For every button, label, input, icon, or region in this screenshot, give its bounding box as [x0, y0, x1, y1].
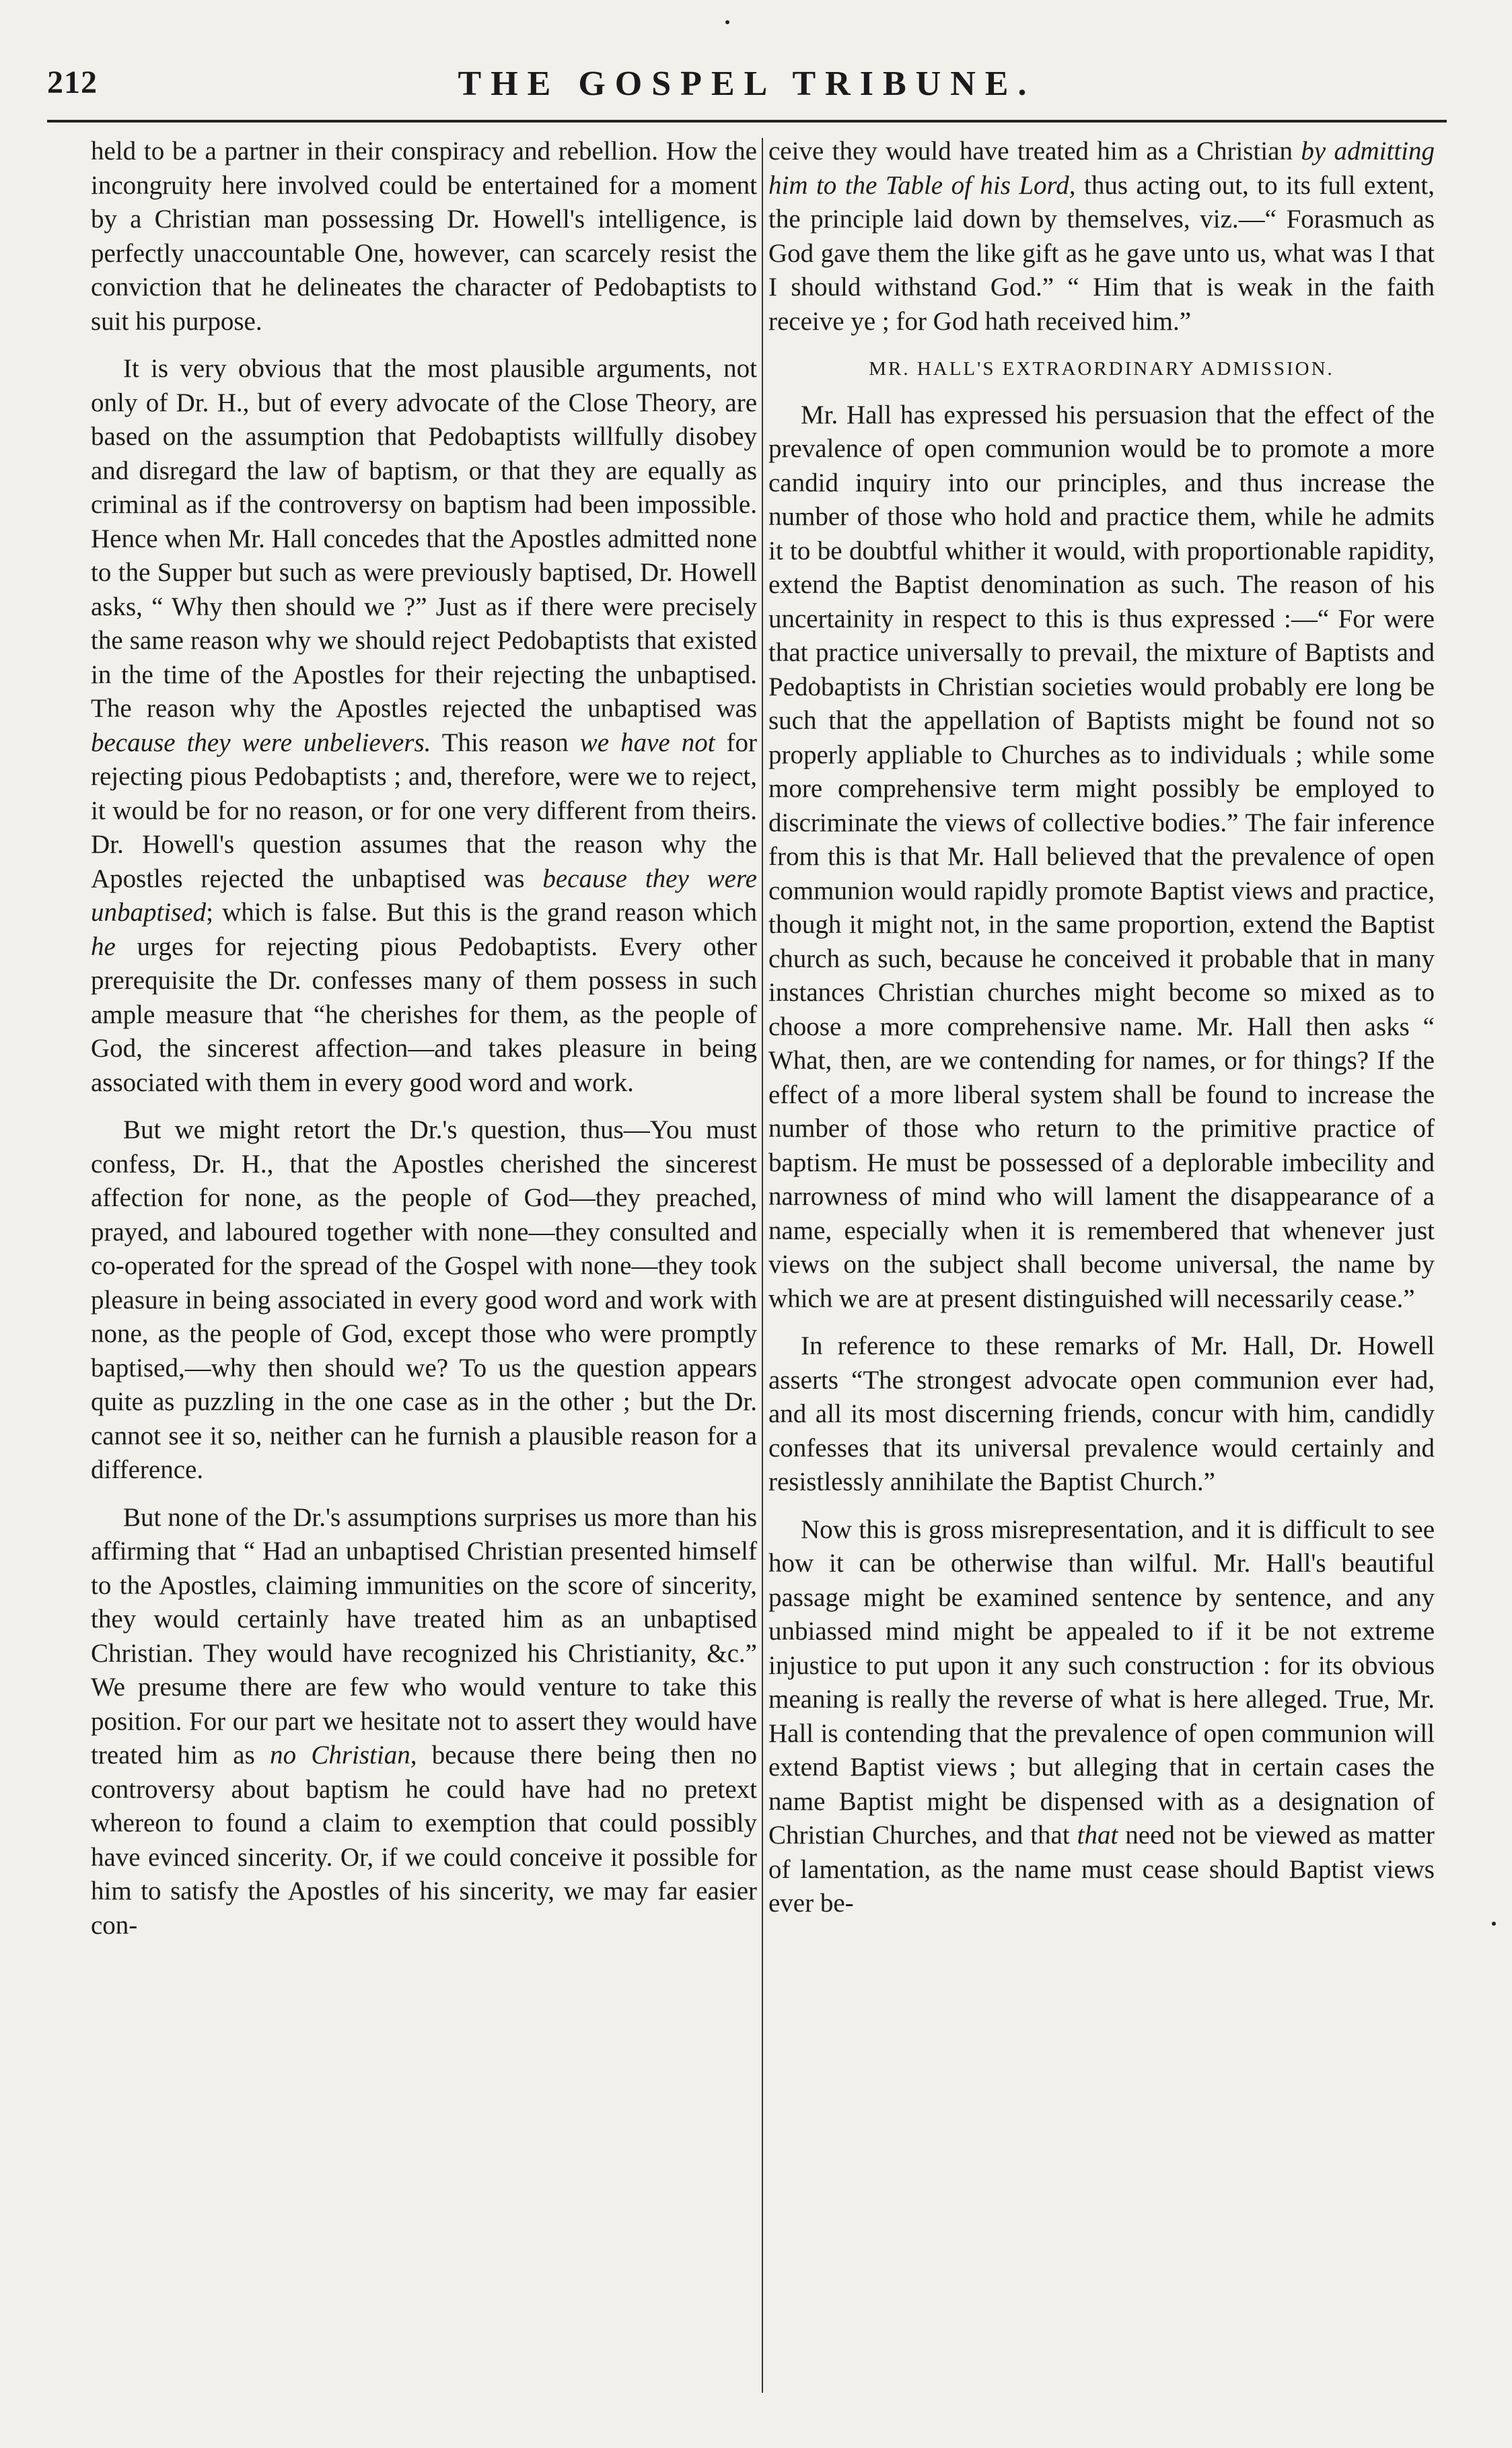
- ink-speck: [725, 20, 729, 24]
- column-divider: [762, 138, 763, 2393]
- paragraph: But we might retort the Dr.'s question, thus—You must confess, Dr. H., that the Apostles cherished the sincerest affection for none, as the people of God—they preached, prayed, and laboured together with none—they consulted and co-operated for the spread of the Gospel with none—they took pleasure in being associated in every good word and work with none, as the people of God, except those who were promptly baptised,—why then should we? To us the question appears quite as puzzling in the one case as in the other ; but the Dr. cannot see it so, neither can he furnish a plausible reason for a difference.: [91, 1115, 757, 1484]
- page-header: [47, 64, 1447, 118]
- paragraph: Mr. Hall has expressed his persuasion that the effect of the prevalence of open communion would be to promote a more candid inquiry into our principles, and thus increase the number of those who hold and practice them, while he admits it to be doubtful whither it would, with proportionable rapidity, extend the Baptist denomination as such. The reason of his uncertainity in respect to this is thus expressed :—“ For were that practice universally to prevail, the mixture of Baptists and Pedobaptists in Christian societies would probably ere long be such that the appellation of Baptists might be found not so properly appliable to Churches as to individuals ; while some more comprehensive term might possibly be employed to discriminate the views of collective bodies.” The fair inference from this is that Mr. Hall believed that the prevalence of open communion would rapidly promote Baptist views and practice, though it might not, in the same proportion, extend the Baptist church as such, because he conceived it probable that in many instances Christian churches might become so mixed as to choose a more comprehensive name. Mr. Hall then asks “ What, then, are we contending for names, or for things? If the effect of a more liberal system shall be found to increase the number of those who return to the primitive practice of baptism. He must be possessed of a deplorable imbecility and narrowness of mind who will lament the disappearance of a name, especially when it is remembered that whenever just views on the subject shall become universal, the name by which we are at present distinguished will necessarily cease.”: [768, 400, 1435, 1313]
- page-number: 212: [47, 65, 98, 100]
- paragraph: But none of the Dr.'s assumptions surprises us more than his affirming that “ Had an unbaptised Christian presented himself to the Apostles, claiming immunities on the score of sincerity, they would certainly have treated him as an unbaptised Christian. They would have recognized his Christianity, &c.” We presume there are few who would venture to take this position. For our part we hesitate not to assert they would have treated him as no Christian, because there being then no controversy about baptism he could have had no pretext whereon to found a claim to exemption that could possibly have evinced sincerity. Or, if we could conceive it possible for him to satisfy the Apostles of his sincerity, we may far easier con-: [91, 1502, 757, 1940]
- ink-speck: [1492, 1922, 1496, 1926]
- section-subheading: MR. HALL'S EXTRAORDINARY ADMISSION.: [869, 358, 1334, 380]
- masthead-title: THE GOSPEL TRIBUNE.: [458, 65, 1036, 103]
- paragraph: Now this is gross misrepresentation, and it is difficult to see how it can be otherwise than wilful. Mr. Hall's beautiful passage might be examined sentence by sentence, and any unbiassed mind might be appealed to if it be not extreme injustice to put upon it any such construction : for its obvious meaning is really the reverse of what is here alleged. True, Mr. Hall is contending that the prevalence of open communion will extend Baptist views ; but alleging that in certain cases the name Baptist might be dispensed with as a designation of Christian Churches, and that that need not be viewed as matter of lamentation, as the name must cease should Baptist views ever be-: [768, 1514, 1435, 1918]
- paragraph: In reference to these remarks of Mr. Hall, Dr. Howell asserts “The strongest advocate open communion ever had, and all its most discerning friends, concur with him, candidly confesses that its universal prevalence would certainly and resistlessly annihilate the Baptist Church.”: [768, 1331, 1435, 1496]
- header-rule: [47, 120, 1447, 123]
- left-column: [91, 135, 757, 2416]
- paragraph: held to be a partner in their conspiracy and rebellion. How the incongruity here involved could be entertained for a moment by a Christian man possessing Dr. Howell's intelligence, is perfectly unaccountable One, however, can scarcely resist the conviction that he delineates the character of Pedobaptists to suit his purpose.: [91, 137, 757, 336]
- right-column: [768, 135, 1435, 2416]
- paragraph: ceive they would have treated him as a Christian by admitting him to the Table of his Lord, thus acting out, to its full extent, the principle laid down by themselves, viz.—“ Forasmuch as God gave them the like gift as he gave unto us, what was I that I should withstand God.” “ Him that is weak in the faith receive ye ; for God hath received him.”: [768, 137, 1435, 336]
- paragraph: It is very obvious that the most plausible arguments, not only of Dr. H., but of every advocate of the Close Theory, are based on the assumption that Pedobaptists willfully disobey and disregard the law of baptism, or that they are equally as criminal as if the controversy on baptism had been impossible. Hence when Mr. Hall concedes that the Apostles admitted none to the Supper but such as were previously baptised, Dr. Howell asks, “ Why then should we ?” Just as if there were precisely the same reason why we should reject Pedobaptists that existed in the time of the Apostles for their rejecting the unbaptised. The reason why the Apostles rejected the unbaptised was because they were unbelievers. This reason we have not for rejecting pious Pedobaptists ; and, therefore, were we to reject, it would be for no reason, or for one very different from theirs. Dr. Howell's question assumes that the reason why the Apostles rejected the unbaptised was because they were unbaptised; which is false. But this is the grand reason which he urges for rejecting pious Pedobaptists. Every other prerequisite the Dr. confesses many of them possess in such ample measure that “he cherishes for them, as the people of God, the sincerest affection—and takes pleasure in being associated with them in every good word and work.: [91, 354, 757, 1097]
